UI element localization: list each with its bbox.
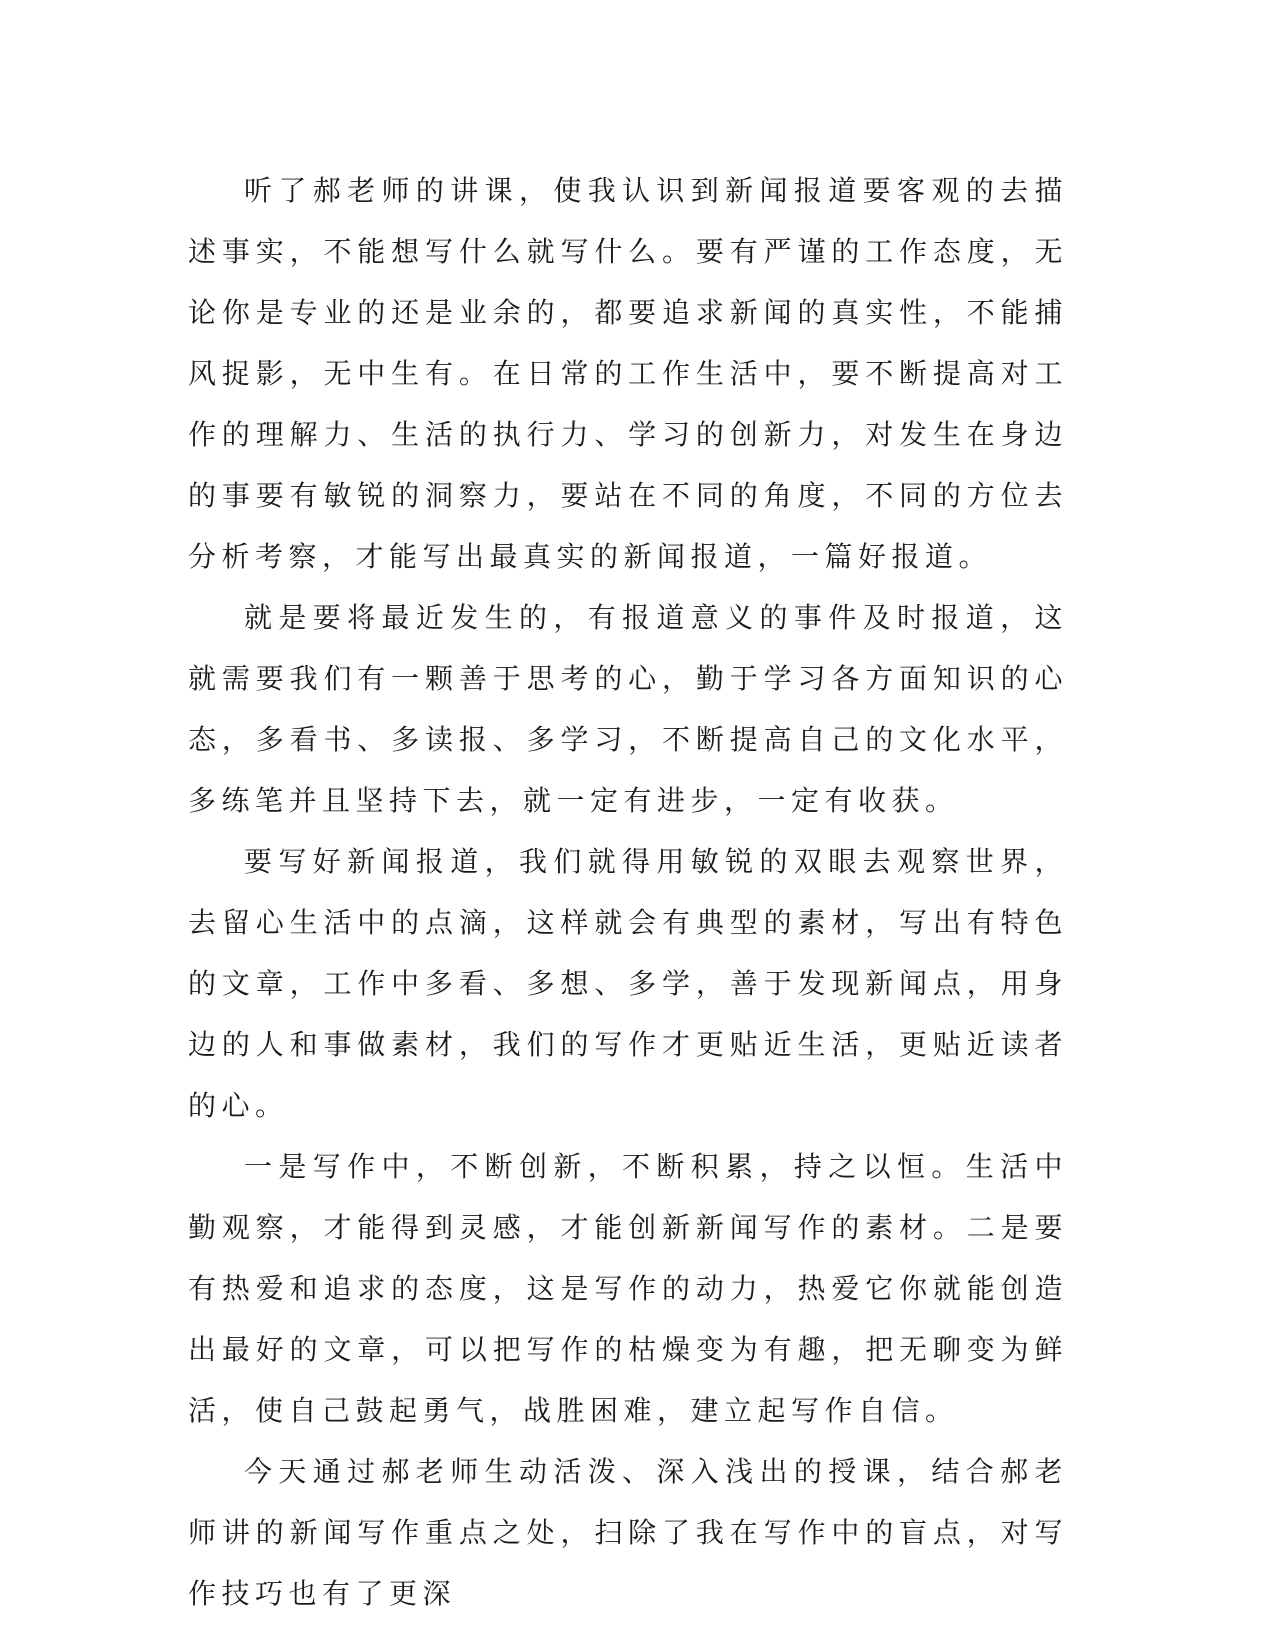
paragraph-5: 今天通过郝老师生动活泼、深入浅出的授课，结合郝老师讲的新闻写作重点之处，扫除了我在写作中的盲点，对写作技巧也有了更深: [188, 1455, 1068, 1610]
paragraph-3: 要写好新闻报道，我们就得用敏锐的双眼去观察世界，去留心生活中的点滴，这样就会有典型的素材，写出有特色的文章，工作中多看、多想、多学，善于发现新闻点，用身边的人和事做素材，我们的写作才更贴近生活，更贴近读者的心。: [188, 845, 1068, 1122]
document-body: [188, 160, 1068, 1624]
paragraph-1: 听了郝老师的讲课，使我认识到新闻报道要客观的去描述事实，不能想写什么就写什么。要有严谨的工作态度，无论你是专业的还是业余的，都要追求新闻的真实性，不能捕风捉影，无中生有。在日常的工作生活中，要不断提高对工作的理解力、生活的执行力、学习的创新力，对发生在身边的事要有敏锐的洞察力，要站在不同的角度，不同的方位去分析考察，才能写出最真实的新闻报道，一篇好报道。: [188, 174, 1068, 573]
paragraph-2: 就是要将最近发生的，有报道意义的事件及时报道，这就需要我们有一颗善于思考的心，勤于学习各方面知识的心态，多看书、多读报、多学习，不断提高自己的文化水平，多练笔并且坚持下去，就一定有进步，一定有收获。: [188, 601, 1068, 817]
paragraph-4: 一是写作中，不断创新，不断积累，持之以恒。生活中勤观察，才能得到灵感，才能创新新闻写作的素材。二是要有热爱和追求的态度，这是写作的动力，热爱它你就能创造出最好的文章，可以把写作的枯燥变为有趣，把无聊变为鲜活，使自己鼓起勇气，战胜困难，建立起写作自信。: [188, 1150, 1068, 1427]
